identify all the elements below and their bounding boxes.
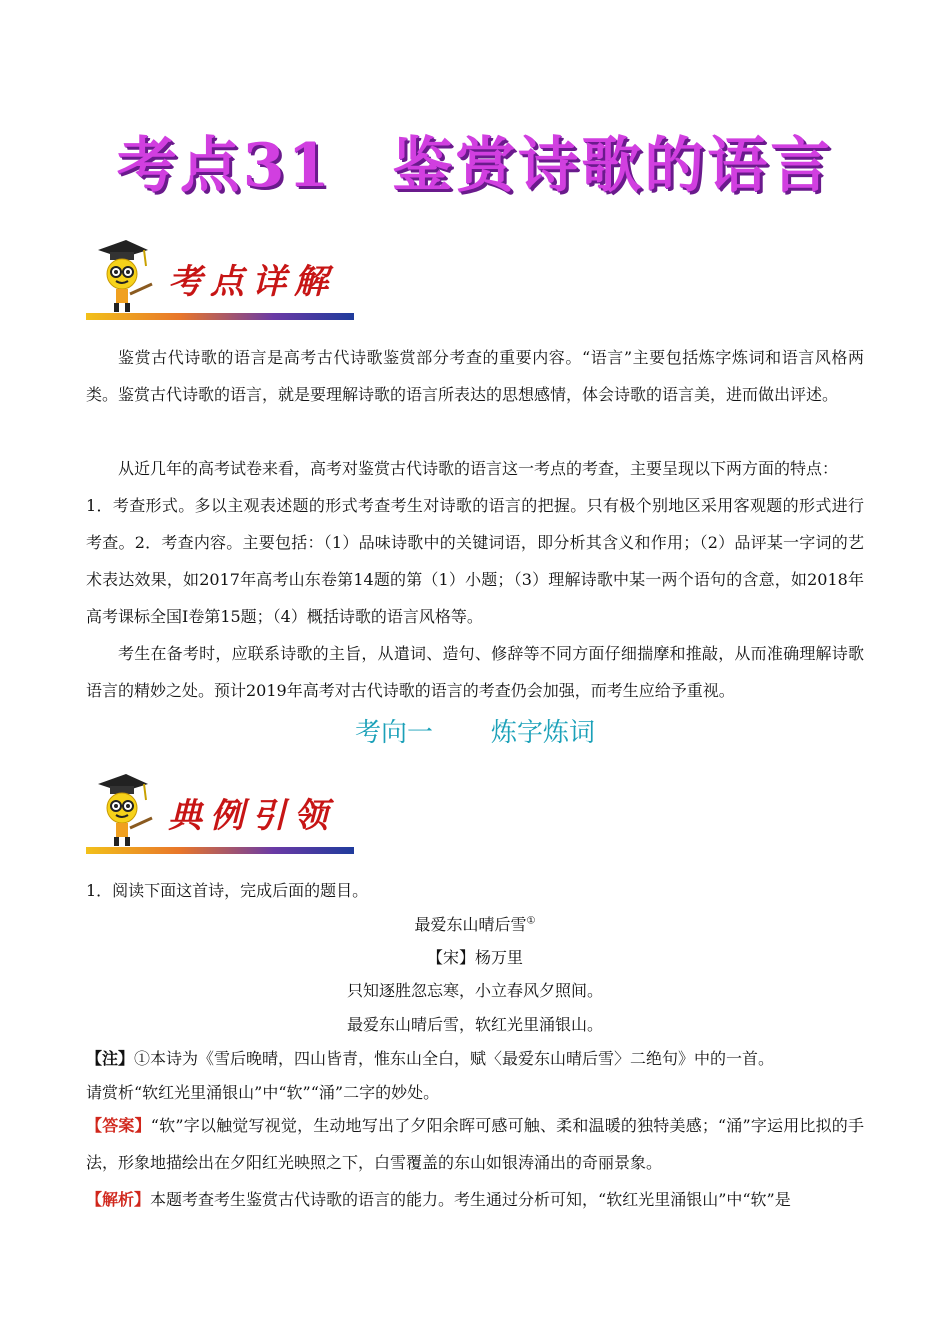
section-heading <box>0 712 950 749</box>
answer-text: “软”字以触觉写视觉，生动地写出了夕阳余晖可感可触、柔和温暖的独特美感；“涌”字运用比拟的手法，形象地描绘出在夕阳红光映照之下，白雪覆盖的东山如银涛涌出的奇丽景象。 <box>86 1116 864 1172</box>
answer-block <box>86 1107 864 1181</box>
answer-label: 【答案】 <box>86 1116 151 1135</box>
section-heading-part2: 炼字炼词 <box>491 718 596 748</box>
intro-paragraph-2-body: 1．考查形式。多以主观表述题的形式考查考生对诗歌的语言的把握。只有极个别地区采用客观题的形式进行考查。2．考查内容。主要包括：（1）品味诗歌中的关键词语，即分析其含义和作用；（2）品评某一字词的艺术表达效果，如2017年高考山东卷第14题的第（1）小题；（3）理解诗歌中某一两个语句的含意，如2018年高考课标全国I卷第15题；（4）概括诗歌的语言风格等。 <box>86 496 864 626</box>
banner-title: 考点详解 <box>168 262 336 302</box>
question-text: 1．阅读下面这首诗，完成后面的题目。 <box>86 881 369 900</box>
intro-paragraph-1: 鉴赏古代诗歌的语言是高考古代诗歌鉴赏部分考查的重要内容。“语言”主要包括炼字炼词和语言风格两类。鉴赏古代诗歌的语言，就是要理解诗歌的语言所表达的思想感情，体会诗歌的语言美，进而做出评述。 <box>86 348 864 404</box>
poem-line-1: 只知逐胜忽忘寒，小立春风夕照间。 <box>346 981 603 1000</box>
poem-title-text: 最爱东山晴后雪 <box>414 915 527 934</box>
section-heading-part1: 考向一 <box>354 718 433 748</box>
banner-underline <box>86 313 354 320</box>
poem-note-mark: ① <box>526 915 536 927</box>
page-title <box>0 118 950 204</box>
poem-title <box>0 912 950 935</box>
section-banner-explain <box>86 236 356 320</box>
poem-author: 【宋】杨万里 <box>426 948 523 967</box>
title-main: 鉴赏诗歌的语言 <box>392 131 834 201</box>
scholar-mascot-icon <box>86 236 156 316</box>
intro-paragraph-2-line1: 从近几年的高考试卷来看，高考对鉴赏古代诗歌的语言这一考点的考查，主要呈现以下两方面的特点： <box>118 459 839 478</box>
analysis-text: 本题考查考生鉴赏古代诗歌的语言的能力。考生通过分析可知，“软红光里涌银山”中“软”是 <box>150 1190 791 1209</box>
intro-paragraph-3: 考生在备考时，应联系诗歌的主旨，从遣词、造句、修辞等不同方面仔细揣摩和推敲，从而准确理解诗歌语言的精妙之处。预计2019年高考对古代诗歌的语言的考查仍会加强，而考生应给予重视。 <box>86 644 864 700</box>
banner-underline <box>86 847 354 854</box>
analysis-block <box>86 1181 864 1218</box>
note-label: 【注】 <box>86 1049 135 1068</box>
title-prefix: 考点31 <box>116 131 333 201</box>
question-prompt: 请赏析“软红光里涌银山”中“软”“涌”二字的妙处。 <box>86 1083 440 1102</box>
analysis-label: 【解析】 <box>86 1190 151 1209</box>
poem-line-2: 最爱东山晴后雪，软红光里涌银山。 <box>346 1015 603 1034</box>
poem-note <box>86 1040 864 1077</box>
scholar-mascot-icon <box>86 770 156 850</box>
note-text: ①本诗为《雪后晚晴，四山皆青，惟东山全白，赋〈最爱东山晴后雪〉二绝句》中的一首。 <box>134 1049 775 1068</box>
section-banner-example <box>86 770 356 854</box>
banner-title: 典例引领 <box>168 796 336 836</box>
